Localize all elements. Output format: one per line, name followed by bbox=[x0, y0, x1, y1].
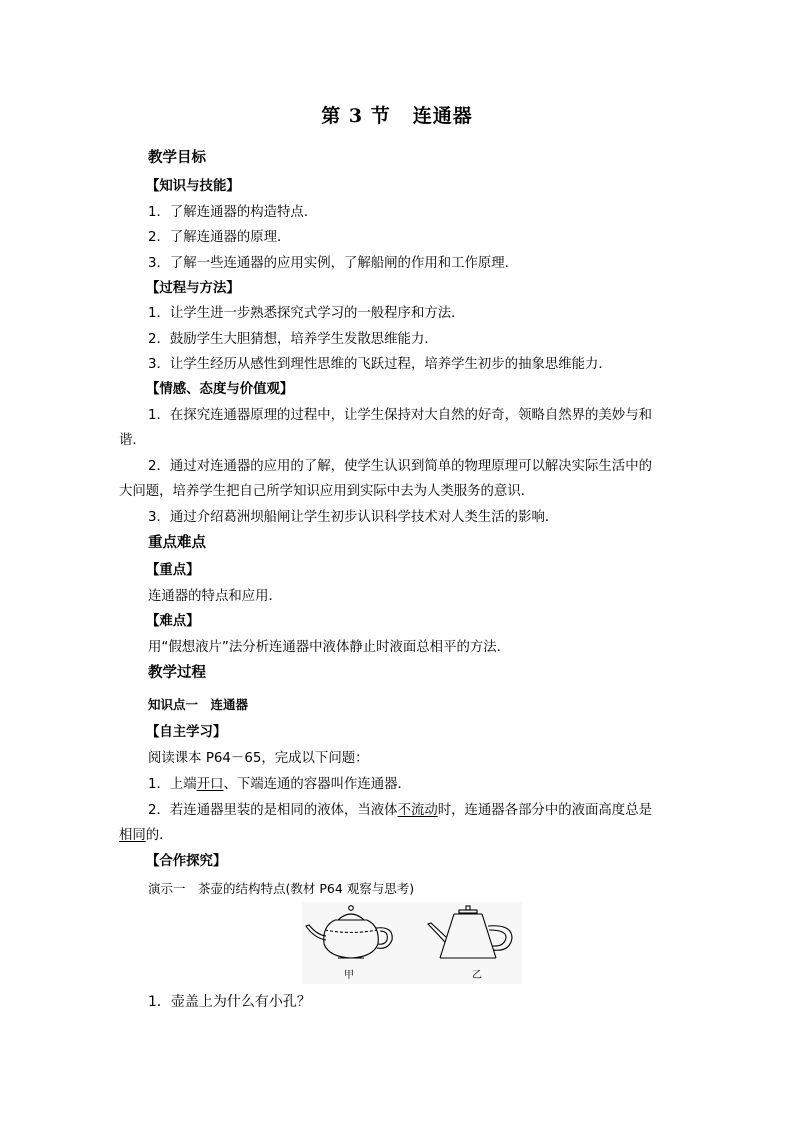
teapot-figure bbox=[302, 902, 522, 984]
figure-label-b: 乙 bbox=[472, 970, 482, 981]
list-item: 3．让学生经历从感性到理性思维的飞跃过程，培养学生初步的抽象思维能力． bbox=[148, 357, 612, 372]
list-item: 2．了解连通器的原理． bbox=[148, 230, 291, 245]
answer-blank: 不流动 bbox=[397, 803, 438, 818]
question-line: 2．若连通器里装的是相同的液体，当液体不流动时，连通器各部分中的液面高度总是 bbox=[148, 803, 652, 818]
knowledge-point-1: 知识点一 连通器 bbox=[148, 697, 249, 712]
paragraph-line: 2．通过对连通器的应用的了解，使学生认识到简单的物理原理可以解决实际生活中的 bbox=[148, 459, 652, 474]
label-difficulty: 【难点】 bbox=[146, 614, 200, 629]
question-line: 1．上端开口、下端连通的容器叫作连通器． bbox=[148, 777, 411, 792]
list-item: 1．了解连通器的构造特点． bbox=[148, 205, 318, 220]
label-self-study: 【自主学习】 bbox=[146, 725, 227, 740]
list-item: 1．让学生进一步熟悉探究式学习的一般程序和方法． bbox=[148, 306, 465, 321]
list-item: 2．鼓励学生大胆猜想，培养学生发散思维能力． bbox=[148, 332, 438, 347]
paragraph-line: 3．通过介绍葛洲坝船闸让学生初步认识科学技术对人类生活的影响． bbox=[148, 510, 559, 525]
paragraph-line: 谐． bbox=[119, 433, 146, 448]
label-knowledge-skills: 【知识与技能】 bbox=[146, 179, 240, 194]
label-focus: 【重点】 bbox=[146, 563, 200, 578]
heading-teaching-process: 教学过程 bbox=[148, 665, 206, 681]
label-cooperative-inquiry: 【合作探究】 bbox=[146, 854, 227, 869]
label-emotion-attitude: 【情感、态度与价值观】 bbox=[146, 382, 294, 397]
page-title bbox=[0, 101, 794, 128]
list-item: 3．了解一些连通器的应用实例，了解船闸的作用和工作原理． bbox=[148, 256, 519, 271]
question-lid-hole: 1．壶盖上为什么有小孔？ bbox=[148, 994, 311, 1010]
label-process-methods: 【过程与方法】 bbox=[146, 281, 240, 296]
difficulty-text: 用“假想液片”法分析连通器中液体静止时液面总相平的方法． bbox=[148, 640, 511, 655]
title-topic: 连通器 bbox=[412, 105, 473, 127]
answer-blank: 相同 bbox=[119, 828, 146, 843]
focus-text: 连通器的特点和应用． bbox=[148, 589, 282, 604]
heading-teaching-goals: 教学目标 bbox=[148, 150, 206, 166]
question-line: 相同的． bbox=[119, 828, 173, 843]
heading-key-difficult: 重点难点 bbox=[148, 535, 206, 551]
answer-blank: 开口 bbox=[196, 777, 224, 792]
paragraph-line: 1．在探究连通器原理的过程中，让学生保持对大自然的好奇，领略自然界的美妙与和 bbox=[148, 408, 652, 423]
title-section-number: 第 3 节 bbox=[321, 105, 391, 127]
demo-one-title: 演示一 茶壶的结构特点(教材 P64 观察与思考) bbox=[148, 881, 415, 896]
paragraph-line: 大问题，培养学生把自己所学知识应用到实际中去为人类服务的意识． bbox=[119, 484, 535, 499]
figure-label-a: 甲 bbox=[344, 970, 354, 981]
read-instruction: 阅读课本 P64－65，完成以下问题： bbox=[148, 751, 369, 766]
